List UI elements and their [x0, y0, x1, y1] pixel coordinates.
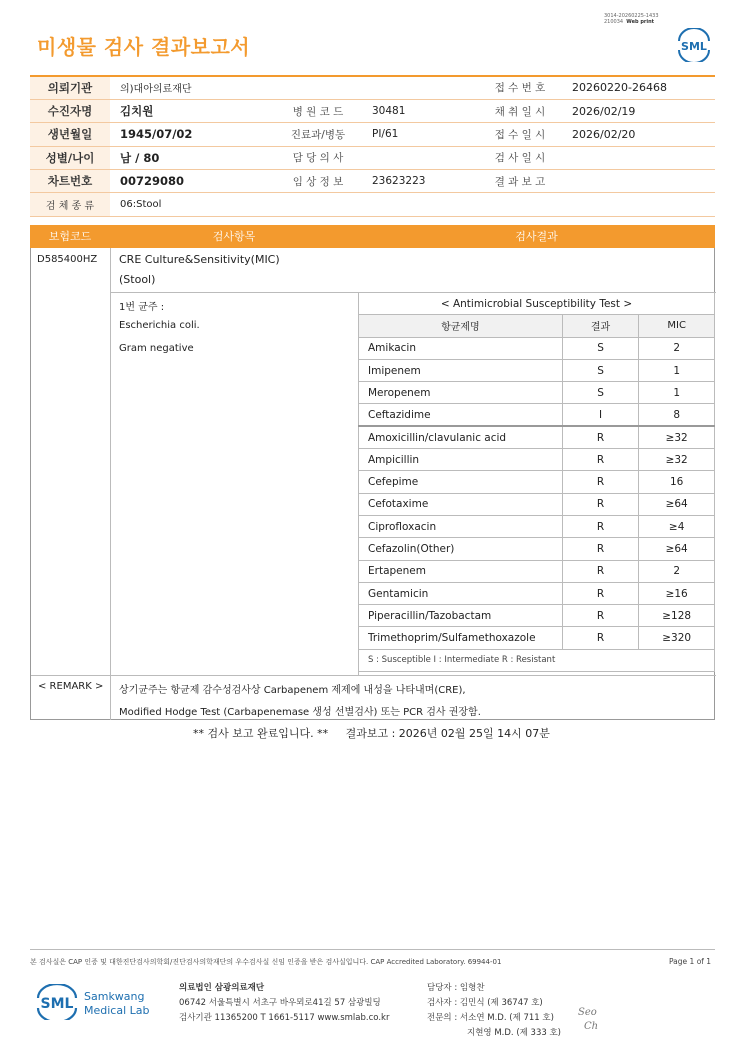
page-number: Page 1 of 1 — [669, 957, 712, 966]
table-row: Amikacin S 2 — [359, 337, 715, 359]
print-meta — [604, 13, 659, 25]
table-row: Meropenem S 1 — [359, 382, 715, 404]
staff-tester: 검사자 : 김민식 (제 36747 호) — [427, 998, 543, 1008]
test-result-header: 검사결과 — [515, 230, 558, 243]
organism-label: 1번 균주 : — [119, 302, 165, 313]
table-row: Ceftazidime I 8 — [359, 404, 715, 426]
receipt-date: 2026/02/20 — [560, 123, 715, 146]
staff-specialist-1: 전문의 : 서소연 M.D. (제 711 호) — [427, 1013, 554, 1023]
remark-line2: Modified Hodge Test (Carbapenemase 생성 선별검사) 또는 PCR 검사 권장함. — [119, 707, 481, 718]
samkwang-logo-name2: Medical Lab — [84, 1004, 150, 1017]
hospital-code: 30481 — [356, 99, 480, 122]
birth-date: 1945/07/02 — [110, 123, 280, 146]
table-row: Ertapenem R 2 — [359, 560, 715, 582]
table-row: Trimethoprim/Sulfamethoxazole R ≥320 — [359, 627, 715, 649]
hospital-code-label: 병 원 코 드 — [280, 99, 356, 122]
print-meta-line2: 210034 Web print — [604, 19, 655, 25]
table-row: Cefazolin(Other) R ≥64 — [359, 538, 715, 560]
collection-date: 2026/02/19 — [560, 99, 715, 122]
divider — [110, 248, 111, 720]
divider — [31, 675, 716, 676]
test-name: CRE Culture&Sensitivity(MIC) — [119, 253, 280, 266]
report-label: 결 과 보 고 — [480, 170, 560, 193]
birth-label: 생년월일 — [30, 123, 110, 146]
sex-age: 남 / 80 — [110, 146, 280, 169]
insurance-code-header: 보험코드 — [48, 230, 92, 243]
patient-info-table — [30, 75, 715, 217]
name-label: 수진자명 — [30, 99, 110, 122]
specimen: 06:Stool — [110, 193, 715, 216]
dept-label: 진료과/병동 — [280, 123, 356, 146]
requesting-org: 의)대아의료재단 — [110, 76, 480, 99]
sml-logo — [674, 28, 714, 62]
lab-org-info — [179, 981, 389, 1026]
test-date-label: 검 사 일 시 — [480, 146, 560, 169]
table-row: Ciprofloxacin R ≥4 — [359, 515, 715, 537]
doctor-label: 담 당 의 사 — [280, 146, 356, 169]
footer-divider — [30, 949, 715, 950]
report — [560, 170, 715, 193]
cap-accreditation-note: 본 검사실은 CAP 인증 및 대한진단검사의학회/진단검사의학재단의 우수검사실 신임 인증을 받은 검사실입니다. CAP Accredited Laboratory. 69944-01 — [30, 958, 502, 966]
test-date — [560, 146, 715, 169]
receipt-no-label: 접 수 번 호 — [480, 76, 560, 99]
receipt-no: 20260220-26468 — [560, 76, 715, 99]
sex-age-label: 성별/나이 — [30, 146, 110, 169]
samkwang-logo-mark: SML — [40, 996, 74, 1012]
clinical-label: 임 상 정 보 — [280, 170, 356, 193]
ast-legend: S : Susceptible I : Intermediate R : Resistant — [359, 649, 715, 671]
insurance-code: D585400HZ — [37, 254, 98, 265]
staff-info — [427, 981, 561, 1041]
org-contact: 검사기관 11365200 T 1661-5117 www.smlab.co.kr — [179, 1013, 390, 1023]
gram-stain: Gram negative — [119, 343, 194, 354]
ast-caption: < Antimicrobial Susceptibility Test > — [359, 293, 715, 315]
chart-no-label: 차트번호 — [30, 170, 110, 193]
clinical-info: 23623223 — [356, 170, 480, 193]
completion-note: ** 검사 보고 완료입니다. ** 결과보고 : 2026년 02월 25일 14시 07분 — [193, 727, 550, 740]
results-header — [30, 225, 715, 248]
test-item-header: 검사항목 — [212, 230, 256, 243]
table-row: Gentamicin R ≥16 — [359, 582, 715, 604]
ast-col-mic: MIC — [639, 315, 715, 337]
sml-logo-text: SML — [681, 40, 707, 53]
table-row: Cefotaxime R ≥64 — [359, 493, 715, 515]
ast-table — [358, 292, 715, 672]
org-address: 06742 서울특별시 서초구 바우뫼로41길 57 삼광빌딩 — [179, 998, 381, 1008]
table-row: Imipenem S 1 — [359, 359, 715, 381]
dept: PI/61 — [356, 123, 480, 146]
remark-line1: 상기균주는 항균제 감수성검사상 Carbapenem 제제에 내성을 나타내며(CRE), — [119, 685, 466, 696]
organism-name: Escherichia coli. — [119, 320, 200, 331]
staff-specialist-2: 지현영 M.D. (제 333 호) — [467, 1028, 562, 1038]
samkwang-logo — [36, 984, 166, 1020]
signature: Seo Ch — [578, 1007, 599, 1032]
doctor — [356, 146, 480, 169]
patient-name: 김치원 — [110, 99, 280, 122]
page-title: 미생물 검사 결과보고서 — [37, 35, 251, 59]
staff-manager: 담당자 : 임형찬 — [427, 983, 485, 993]
samkwang-logo-name1: Samkwang — [84, 990, 145, 1003]
collection-date-label: 채 취 일 시 — [480, 99, 560, 122]
print-meta-line1: 3014-20260225-1433 — [604, 13, 659, 19]
table-row: Piperacillin/Tazobactam R ≥128 — [359, 605, 715, 627]
table-row: Cefepime R 16 — [359, 471, 715, 493]
ast-col-drug: 항균제명 — [359, 315, 563, 337]
table-row: Ampicillin R ≥32 — [359, 449, 715, 471]
test-specimen: (Stool) — [119, 273, 156, 286]
remark-label: < REMARK > — [38, 681, 104, 692]
table-row: Amoxicillin/clavulanic acid R ≥32 — [359, 426, 715, 448]
receipt-date-label: 접 수 일 시 — [480, 123, 560, 146]
chart-no: 00729080 — [110, 170, 280, 193]
org-name: 의료법인 삼광의료재단 — [179, 983, 265, 993]
specimen-label: 검 체 종 류 — [30, 193, 110, 216]
requesting-org-label: 의뢰기관 — [30, 76, 110, 99]
ast-col-result: 결과 — [562, 315, 639, 337]
